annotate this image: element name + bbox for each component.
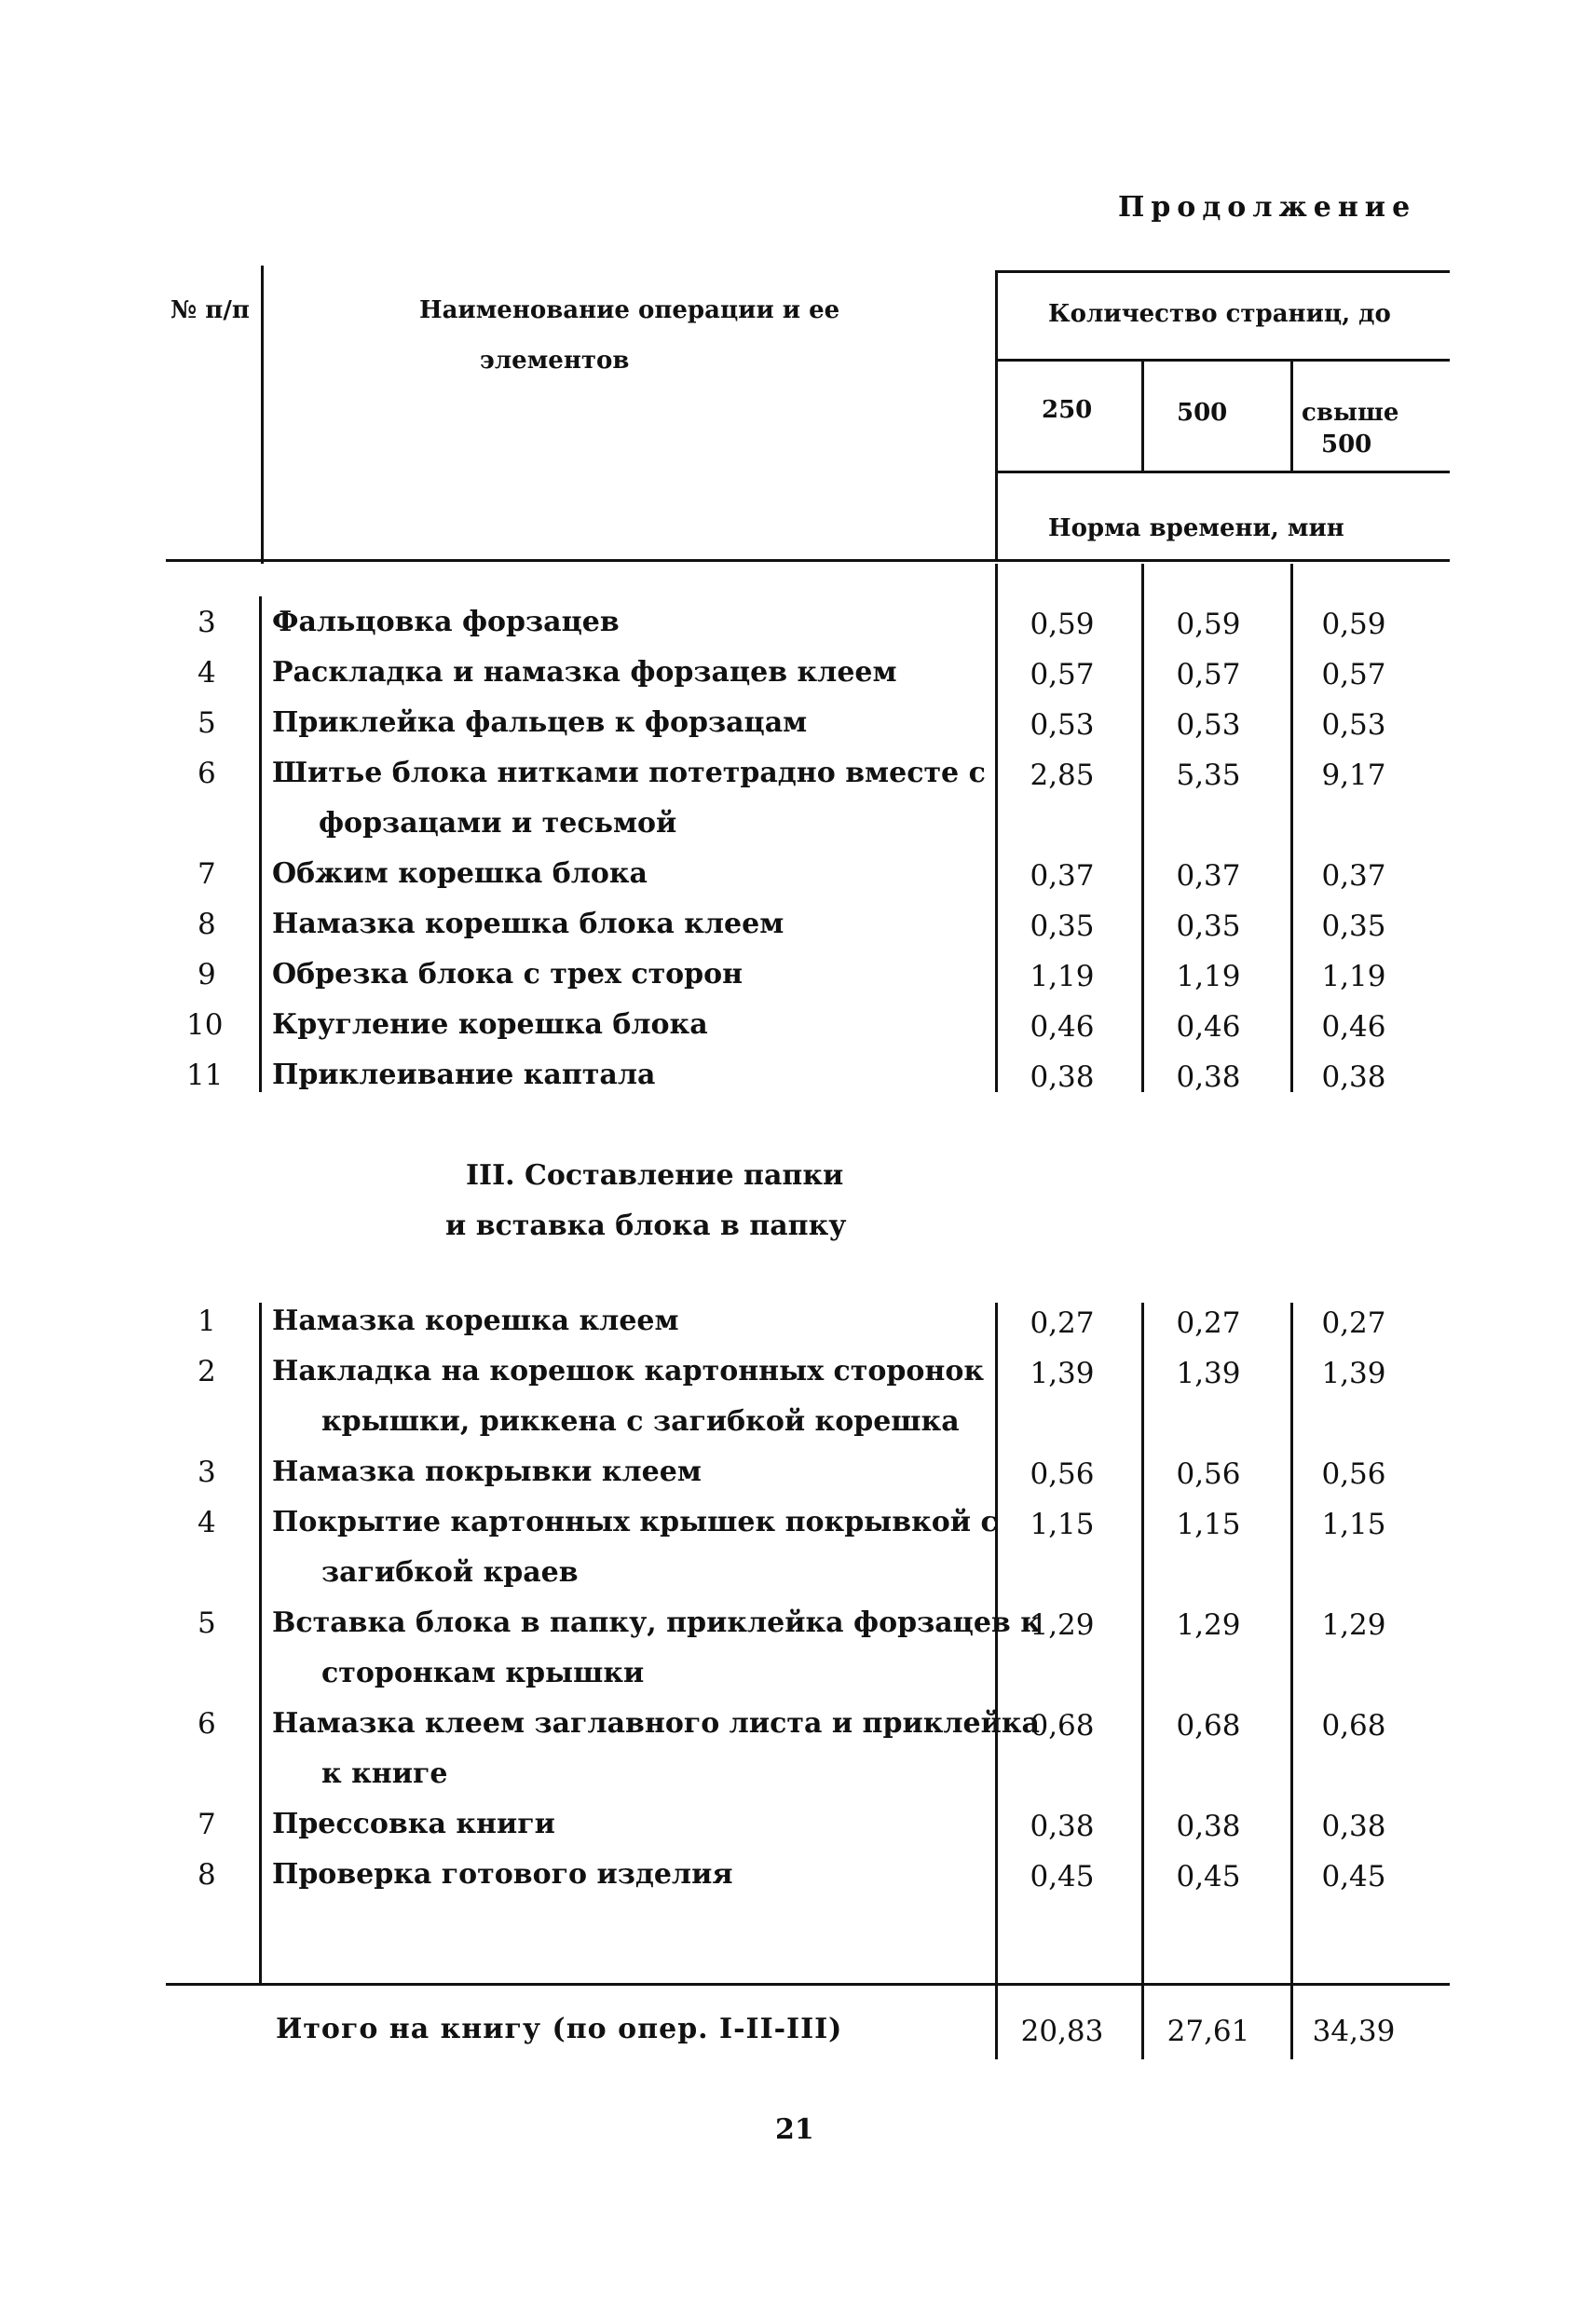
s2-row-val-500: 0,46 (1176, 1010, 1241, 1044)
total-val-250: 20,83 (1020, 2015, 1104, 2048)
s2-p500-col-line (1141, 564, 1144, 1092)
s2-row-val-500: 0,37 (1176, 859, 1241, 893)
header-over-line2: 500 (1321, 431, 1372, 458)
header-num-col: № п/п (171, 296, 250, 324)
s2-row-val-500: 1,19 (1176, 960, 1241, 993)
s2-row-operation: Намазка корешка блока клеем (272, 908, 784, 940)
section3-title-line1: III. Составление папки (466, 1159, 844, 1192)
s2-row-val-250: 0,37 (1030, 859, 1095, 893)
s3-row-operation: Накладка на корешок картонных сторонок (272, 1355, 985, 1387)
s2-row-operation: Раскладка и намазка форзацев клеем (272, 656, 897, 689)
s2-row-val-over: 0,35 (1321, 909, 1386, 943)
s2-row-number: 11 (186, 1059, 224, 1092)
s2-row-val-over: 1,19 (1321, 960, 1386, 993)
s3-row-val-500: 1,39 (1176, 1357, 1241, 1390)
s2-row-number: 5 (198, 706, 216, 740)
s2-row-number: 8 (198, 908, 216, 941)
s3-row-number: 3 (198, 1456, 216, 1489)
s3-row-val-250: 0,56 (1030, 1457, 1095, 1491)
s3-row-operation: Покрытие картонных крышек покрывкой с (272, 1506, 998, 1538)
s2-row-val-over: 0,57 (1321, 658, 1386, 691)
total-label: Итого на книгу (по опер. I-II-III) (276, 2013, 843, 2045)
s3-over-col-line (1290, 1303, 1293, 2059)
s3-row-val-over: 1,15 (1321, 1508, 1386, 1541)
s2-row-val-250: 2,85 (1030, 759, 1095, 792)
header-bottom-rule (166, 559, 1450, 562)
header-mid-rule (995, 359, 1450, 362)
continuation-label: Продолжение (1118, 191, 1417, 224)
s3-row-val-over: 1,29 (1321, 1608, 1386, 1642)
s3-row-val-250: 1,39 (1030, 1357, 1095, 1390)
s3-row-operation-cont: к книге (321, 1757, 448, 1790)
s3-row-operation-cont: крышки, риккена с загибкой корешка (321, 1405, 960, 1438)
s3-row-number: 6 (198, 1707, 216, 1741)
header-over-line1: свыше (1302, 399, 1399, 427)
s3-row-operation: Намазка корешка клеем (272, 1305, 679, 1337)
s2-row-val-over: 0,59 (1321, 608, 1386, 641)
s2-row-number: 4 (198, 656, 216, 690)
s3-row-val-500: 0,56 (1176, 1457, 1241, 1491)
s2-row-val-over: 0,53 (1321, 708, 1386, 742)
s3-row-operation: Намазка клеем заглавного листа и приклейка (272, 1707, 1040, 1740)
s2-row-val-over: 0,38 (1321, 1060, 1386, 1094)
s3-row-number: 5 (198, 1606, 216, 1640)
s3-row-number: 7 (198, 1808, 216, 1841)
s3-row-val-over: 0,45 (1321, 1860, 1386, 1893)
total-val-over: 34,39 (1312, 2015, 1396, 2048)
s2-row-operation: Приклеивание каптала (272, 1059, 656, 1091)
s2-over-col-line (1290, 564, 1293, 1092)
s2-row-number: 10 (186, 1008, 224, 1042)
s2-p250-col-line (995, 564, 998, 1092)
s2-row-val-250: 0,46 (1030, 1010, 1095, 1044)
s3-row-val-250: 1,15 (1030, 1508, 1095, 1541)
total-val-500: 27,61 (1166, 2015, 1250, 2048)
s2-row-val-500: 0,57 (1176, 658, 1241, 691)
s2-name-col-line (259, 596, 262, 1092)
s3-row-number: 4 (198, 1506, 216, 1539)
s2-row-number: 9 (198, 958, 216, 991)
header-p500: 500 (1177, 399, 1228, 427)
page-number: 21 (775, 2113, 814, 2146)
s2-row-number: 6 (198, 757, 216, 790)
s2-row-val-250: 0,57 (1030, 658, 1095, 691)
s2-row-val-500: 0,35 (1176, 909, 1241, 943)
header-norm: Норма времени, мин (1048, 514, 1344, 542)
header-pages-col: Количество страниц, до (1048, 300, 1391, 328)
s2-row-val-250: 0,38 (1030, 1060, 1095, 1094)
s3-row-number: 1 (198, 1305, 216, 1338)
s3-p500-col-line (1141, 1303, 1144, 2059)
s3-row-number: 8 (198, 1858, 216, 1892)
s2-row-number: 7 (198, 857, 216, 891)
s2-row-val-250: 1,19 (1030, 960, 1095, 993)
s2-row-operation: Обжим корешка блока (272, 857, 648, 890)
s2-row-val-250: 0,35 (1030, 909, 1095, 943)
s2-row-val-500: 0,59 (1176, 608, 1241, 641)
header-name-line1: Наименование операции и ее (419, 296, 840, 324)
s3-row-operation: Намазка покрывки клеем (272, 1456, 702, 1488)
s2-row-operation: Обрезка блока с трех сторон (272, 958, 743, 991)
s3-row-val-250: 0,45 (1030, 1860, 1095, 1893)
s3-row-operation-cont: сторонкам крышки (321, 1657, 645, 1689)
s3-row-val-250: 0,68 (1030, 1709, 1095, 1743)
s3-row-val-500: 0,27 (1176, 1306, 1241, 1340)
s3-row-operation: Проверка готового изделия (272, 1858, 733, 1891)
section3-title-line2: и вставка блока в папку (445, 1210, 847, 1242)
s3-row-operation: Вставка блока в папку, приклейка форзацев к (272, 1606, 1041, 1639)
s3-row-val-250: 0,27 (1030, 1306, 1095, 1340)
p500-col-divider (1290, 359, 1293, 472)
s3-row-operation-cont: загибкой краев (321, 1556, 579, 1589)
s3-row-val-over: 0,38 (1321, 1810, 1386, 1843)
s3-row-val-250: 0,38 (1030, 1810, 1095, 1843)
header-p250: 250 (1042, 396, 1093, 424)
num-col-divider (261, 266, 264, 564)
s3-row-val-500: 0,68 (1176, 1709, 1241, 1743)
s2-row-number: 3 (198, 606, 216, 639)
s2-row-val-500: 5,35 (1176, 759, 1241, 792)
s2-row-operation-cont: форзацами и тесьмой (319, 807, 677, 840)
s3-name-col-line (259, 1303, 262, 1983)
s3-row-val-over: 0,68 (1321, 1709, 1386, 1743)
s3-row-val-over: 0,27 (1321, 1306, 1386, 1340)
s2-row-operation: Кругление корешка блока (272, 1008, 708, 1041)
name-col-divider (995, 270, 998, 561)
s2-row-val-250: 0,53 (1030, 708, 1095, 742)
s3-row-val-250: 1,29 (1030, 1608, 1095, 1642)
s3-p250-col-line (995, 1303, 998, 2059)
s2-row-val-500: 0,38 (1176, 1060, 1241, 1094)
s2-row-val-over: 0,46 (1321, 1010, 1386, 1044)
header-name-line2: элементов (480, 347, 630, 375)
s3-row-val-over: 1,39 (1321, 1357, 1386, 1390)
s2-row-val-over: 0,37 (1321, 859, 1386, 893)
header-top-rule (995, 270, 1450, 273)
s2-row-operation: Фальцовка форзацев (272, 606, 620, 638)
s2-row-val-500: 0,53 (1176, 708, 1241, 742)
p250-col-divider (1141, 359, 1144, 472)
s3-row-val-500: 1,29 (1176, 1608, 1241, 1642)
s2-row-operation: Шитье блока нитками потетрадно вместе с (272, 757, 986, 789)
s3-row-val-500: 1,15 (1176, 1508, 1241, 1541)
header-sub-rule (995, 471, 1450, 473)
s2-row-val-250: 0,59 (1030, 608, 1095, 641)
s2-row-val-over: 9,17 (1321, 759, 1386, 792)
s3-row-val-500: 0,38 (1176, 1810, 1241, 1843)
total-rule (166, 1983, 1450, 1986)
s2-row-operation: Приклейка фальцев к форзацам (272, 706, 808, 739)
s3-row-number: 2 (198, 1355, 216, 1388)
s3-row-val-500: 0,45 (1176, 1860, 1241, 1893)
s3-row-operation: Прессовка книги (272, 1808, 555, 1840)
s3-row-val-over: 0,56 (1321, 1457, 1386, 1491)
